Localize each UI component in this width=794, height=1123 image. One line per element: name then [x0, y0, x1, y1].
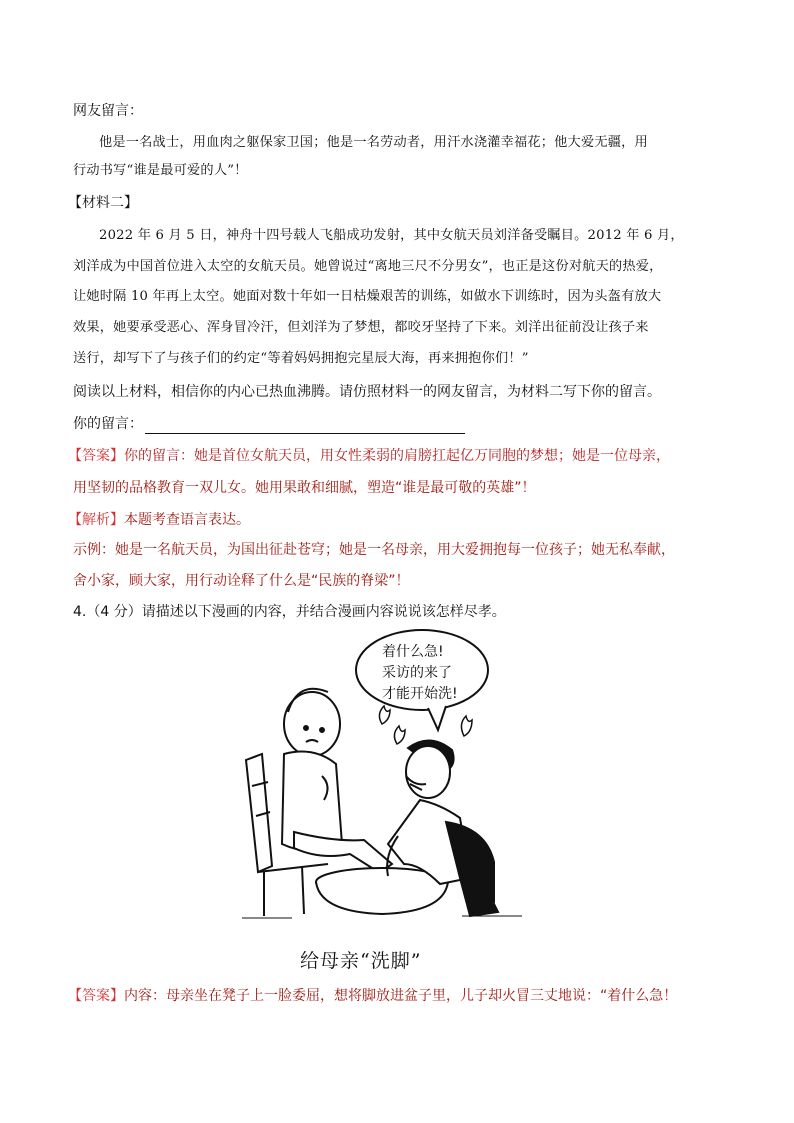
intro-label: 网友留言：: [73, 103, 143, 119]
answer-line-1: [68, 446, 670, 466]
bubble-line-3: 才能开始洗!: [382, 686, 458, 702]
material2-heading: 【材料二】: [68, 195, 138, 211]
your-comment-label: 你的留言：: [73, 416, 143, 432]
answer2-line: [68, 986, 677, 1006]
bubble-line-2: 采访的来了: [382, 665, 452, 681]
answer-text-1: 你的留言：她是首位女航天员，用女性柔弱的肩膀扛起亿万同胞的梦想；她是一位母亲，: [124, 448, 670, 464]
example-line-1: 示例：她是一名航天员，为国出征赴苍穹；她是一名母亲，用大爱拥抱每一位孩子；她无私奉献，: [73, 542, 675, 558]
material2-line-3: 让她时隔 10 年再上太空。她面对数十年如一日枯燥艰苦的训练，如做水下训练时，因为头盔有放大: [73, 289, 662, 304]
material2-line-4: 效果，她要承受恶心、浑身冒冷汗，但刘洋为了梦想，都咬牙坚持了下来。刘洋出征前没让孩子来: [73, 320, 649, 335]
cartoon-illustration: [232, 626, 524, 926]
material2-line-5: 送行，却写下了与孩子们的约定“等着妈妈拥抱完星辰大海，再来拥抱你们！”: [73, 351, 529, 366]
comment-line-1: 他是一名战士，用血肉之躯保家卫国；他是一名劳动者，用汗水浇灌幸福花；他大爱无疆，用: [99, 135, 648, 150]
answer2-tag: 【答案】: [68, 988, 124, 1004]
task-instruction: 阅读以上材料，相信你的内心已热血沸腾。请仿照材料一的网友留言，为材料二写下你的留言。: [73, 384, 661, 400]
material2-line-2: 刘洋成为中国首位进入太空的女航天员。她曾说过“离地三尺不分男女”，也正是这份对航天的热爱，: [73, 259, 663, 274]
your-comment-row: [73, 414, 465, 434]
mother-figure: [282, 689, 392, 870]
answer2-text: 内容：母亲坐在凳子上一脸委屈，想将脚放进盆子里，儿子却火冒三丈地说：“着什么急！: [124, 988, 678, 1004]
answer-line-2: 用坚韧的品格教育一双儿女。她用果敢和细腻，塑造“谁是最可敬的英雄”！: [73, 480, 536, 496]
answer-blank-line: [145, 419, 465, 434]
analysis-line: [68, 510, 250, 530]
analysis-text: 本题考查语言表达。: [124, 512, 250, 528]
analysis-tag: 【解析】: [68, 512, 124, 528]
anger-flames-icon: [379, 706, 472, 744]
bubble-line-1: 着什么急!: [382, 644, 444, 660]
question-4: 4.（4 分）请描述以下漫画的内容，并结合漫画内容说说该怎样尽孝。: [73, 604, 506, 620]
material2-line-1: 2022 年 6 月 5 日，神舟十四号载人飞船成功发射，其中女航天员刘洋备受瞩目。2012 年 6 月，: [99, 228, 684, 243]
answer-tag: 【答案】: [68, 448, 124, 464]
cartoon-caption: 给母亲“洗脚”: [300, 950, 422, 972]
example-line-2: 舍小家，顾大家，用行动诠释了什么是“民族的脊梁”！: [73, 573, 410, 589]
comment-line-2: 行动书写“谁是最可爱的人”！: [73, 163, 248, 178]
